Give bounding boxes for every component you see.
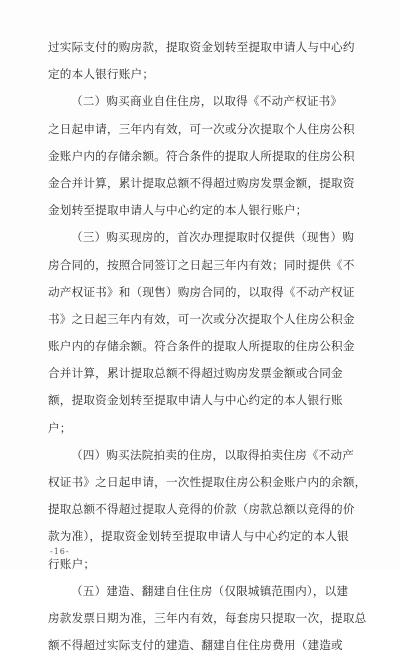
paragraph-start-line: （五）建造、翻建自住住房（仅限城镇范围内），以建 <box>71 583 349 598</box>
text-line: 额不得超过实际支付的建造、翻建自住住房费用（建造或 <box>48 638 343 653</box>
text-line: 账户内的存储余额。符合条件的提取人所提取的住房公积金 <box>48 339 355 354</box>
page-number: -16- <box>50 547 70 556</box>
text-line: 动产权证书》和（现售）购房合同的，以取得《不动产权证 <box>48 284 355 299</box>
text-line: 之日起申请，三年内有效，可一次或分次提取个人住房公积 <box>48 121 355 136</box>
text-line: 定的本人银行账户； <box>48 67 155 82</box>
text-line: 金合并计算，累计提取总额不得超过购房发票金额，提取资 <box>48 175 355 190</box>
text-line: 过实际支付的购房款，提取资金划转至提取申请人与中心约 <box>48 40 355 54</box>
text-line: 提取总额不得超过提取人竞得的价款（房款总额以竞得的价 <box>48 502 355 517</box>
paragraph-start-line: （三）购买现房的，首次办理提取时仅提供（现售）购 <box>71 230 355 245</box>
text-line: 款为准），提取资金划转至提取申请人与中心约定的本人银 <box>48 529 349 544</box>
text-line: 房款发票日期为准，三年内有效，每套房只提取一次，提取总 <box>48 610 366 625</box>
paragraph-start-line: （二）购买商业自住住房，以取得《不动产权证书》 <box>71 94 343 109</box>
text-line: 房合同的，按照合同签订之日起三年内有效；同时提供《不 <box>48 257 355 272</box>
text-line: 金划转至提取申请人与中心约定的本人银行账户； <box>48 203 308 218</box>
paragraph-start-line: （四）购买法院拍卖的住房，以取得拍卖住房《不动产 <box>71 447 355 462</box>
text-line: 合并计算，累计提取总额不得超过购房发票金额或合同金 <box>48 366 343 381</box>
document-body <box>48 34 366 659</box>
text-line: 权证书》之日起申请，一次性提取住房公积金账户内的余额， <box>48 475 366 489</box>
text-line: 行账户； <box>48 556 96 571</box>
text-line: 书》之日起三年内有效，可一次或分次提取个人住房公积金 <box>48 311 355 326</box>
text-line: 额，提取资金划转至提取申请人与中心约定的本人银行账 <box>48 393 343 408</box>
text-line: 金账户内的存储余额。符合条件的提取人所提取的住房公积 <box>48 148 355 163</box>
text-line: 户； <box>48 420 72 435</box>
